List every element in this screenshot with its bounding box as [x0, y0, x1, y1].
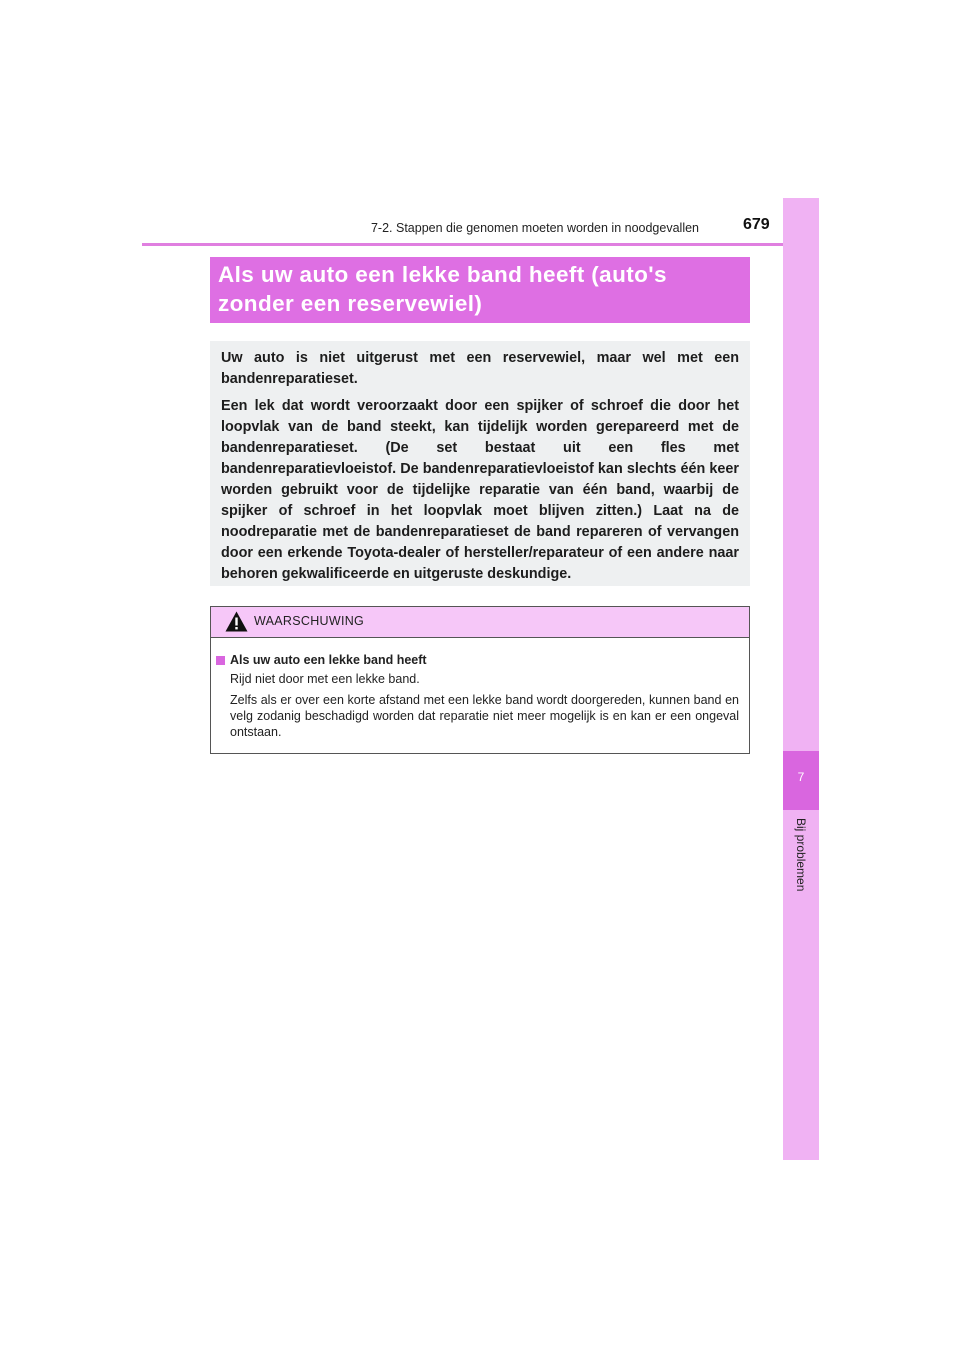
intro-paragraph-1: Uw auto is niet uitgerust met een reservewiel, maar wel met een bandenreparatieset.: [221, 350, 739, 387]
warning-subheading: [216, 652, 739, 668]
page-header: [142, 212, 819, 242]
chapter-label: Bij problemen: [794, 818, 808, 892]
intro-paragraph-2: Een lek dat wordt veroorzaakt door een spijker of schroef die door het loopvlak van de band steekt, kan tijdelijk worden gerepareerd met de bandenreparatieset. (De set bestaat uit een fles met bandenreparatievloeistof. De bandenreparatievloeistof kan slechts één keer worden gebruikt voor de tijdelijke reparatie van één band, waarbij de spijker of schroef in het loopvlak moet blijven zitten.) Laat na de noodreparatie met de bandenreparatieset de band repareren of vervangen door een erkende Toyota-dealer of hersteller/reparateur of een andere naar behoren gekwalificeerde en uitgeruste deskundige.: [221, 398, 739, 582]
section-heading: [210, 257, 750, 323]
warning-subheading-text: Als uw auto een lekke band heeft: [230, 653, 427, 667]
warning-body: [211, 638, 749, 740]
warning-title: WAARSCHUWING: [254, 614, 365, 628]
section-heading-line1: Als uw auto een lekke band heeft (auto's: [218, 262, 667, 287]
header-rule: [142, 243, 819, 246]
square-bullet-icon: [216, 656, 225, 665]
warning-line-1: Rijd niet door met een lekke band.: [230, 672, 420, 687]
section-heading-line2: zonder een reservewiel): [218, 291, 483, 316]
page-number: 679: [743, 216, 770, 233]
warning-box: [210, 606, 750, 754]
warning-triangle-icon: [225, 611, 248, 632]
chapter-side-tab: [783, 198, 819, 1160]
intro-box: [210, 341, 750, 586]
warning-line-2: Zelfs als er over een korte afstand met een lekke band wordt doorgereden, kunnen band en velg zodanig beschadigd worden dat reparatie niet meer mogelijk is en kan er een ongeval ontstaan.: [230, 692, 739, 740]
chapter-title: 7-2. Stappen die genomen moeten worden in noodgevallen: [370, 221, 699, 235]
chapter-number: 7: [797, 770, 805, 784]
warning-header: [211, 607, 749, 638]
